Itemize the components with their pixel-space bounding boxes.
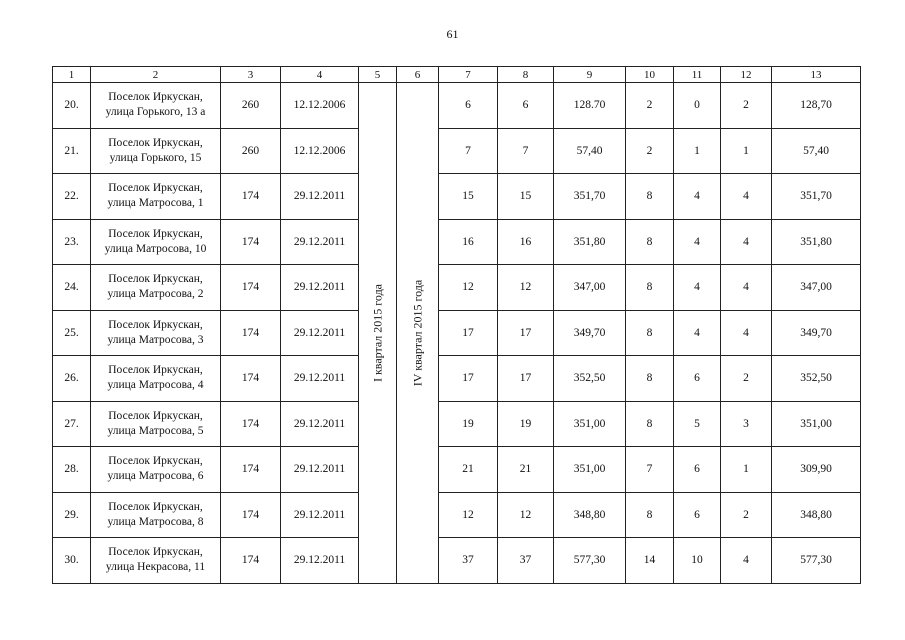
- column-header-4: 4: [281, 67, 359, 83]
- col12-cell: 4: [721, 219, 772, 265]
- col3-cell: 174: [221, 538, 281, 584]
- col11-cell: 0: [674, 83, 721, 129]
- col8-cell: 17: [498, 310, 554, 356]
- col11-cell: 6: [674, 447, 721, 493]
- table-row: [53, 447, 861, 493]
- col7-cell: 17: [439, 356, 498, 402]
- col13-cell: 309,90: [772, 447, 861, 493]
- address-cell: [91, 128, 221, 174]
- table-row: [53, 128, 861, 174]
- col3-cell: 174: [221, 310, 281, 356]
- col13-cell: 351,00: [772, 401, 861, 447]
- col9-cell: 577,30: [554, 538, 626, 584]
- row-number-cell: 24.: [53, 265, 91, 311]
- address-street: улица Некрасова, 11: [105, 561, 206, 574]
- col13-cell: 348,80: [772, 492, 861, 538]
- address-settlement: Поселок Иркускан,: [108, 546, 203, 559]
- col3-cell: 174: [221, 219, 281, 265]
- address-street: улица Матросова, 2: [107, 288, 204, 301]
- col10-cell: 8: [626, 265, 674, 311]
- date-cell: 29.12.2011: [281, 356, 359, 402]
- table-row: [53, 310, 861, 356]
- col3-cell: 174: [221, 401, 281, 447]
- address-cell: [91, 492, 221, 538]
- col3-cell: 260: [221, 83, 281, 129]
- column-header-5: 5: [359, 67, 397, 83]
- table-row: [53, 356, 861, 402]
- date-cell: 29.12.2011: [281, 538, 359, 584]
- address-cell: [91, 447, 221, 493]
- col11-cell: 5: [674, 401, 721, 447]
- col3-cell: 174: [221, 447, 281, 493]
- col11-cell: 4: [674, 310, 721, 356]
- address-street: улица Матросова, 3: [107, 333, 204, 346]
- col9-cell: 349,70: [554, 310, 626, 356]
- address-street: улица Матросова, 1: [107, 197, 204, 210]
- date-cell: 29.12.2011: [281, 492, 359, 538]
- column-header-11: 11: [674, 67, 721, 83]
- address-cell: [91, 356, 221, 402]
- address-street: улица Матросова, 10: [104, 242, 207, 255]
- col7-cell: 19: [439, 401, 498, 447]
- col10-cell: 14: [626, 538, 674, 584]
- housing-register-table: [52, 66, 861, 584]
- col7-cell: 16: [439, 219, 498, 265]
- address-cell: [91, 83, 221, 129]
- col12-cell: 2: [721, 492, 772, 538]
- table-row: [53, 219, 861, 265]
- table-row: [53, 265, 861, 311]
- address-settlement: Поселок Иркускан,: [108, 136, 203, 149]
- col3-cell: 174: [221, 356, 281, 402]
- column-header-2: 2: [91, 67, 221, 83]
- col5-merged-cell: [359, 83, 397, 584]
- col7-cell: 12: [439, 492, 498, 538]
- col11-cell: 1: [674, 128, 721, 174]
- column-header-10: 10: [626, 67, 674, 83]
- col10-cell: 7: [626, 447, 674, 493]
- column-header-3: 3: [221, 67, 281, 83]
- address-street: улица Матросова, 6: [107, 470, 204, 483]
- col13-cell: 351,80: [772, 219, 861, 265]
- address-cell: [91, 310, 221, 356]
- col9-cell: 351,70: [554, 174, 626, 220]
- address-settlement: Поселок Иркускан,: [108, 318, 203, 331]
- col3-cell: 174: [221, 265, 281, 311]
- col12-cell: 4: [721, 310, 772, 356]
- page-number: 61: [446, 27, 459, 41]
- row-number-cell: 29.: [53, 492, 91, 538]
- row-number-cell: 25.: [53, 310, 91, 356]
- col9-cell: 57,40: [554, 128, 626, 174]
- col13-cell: 577,30: [772, 538, 861, 584]
- date-cell: 29.12.2011: [281, 174, 359, 220]
- column-header-9: 9: [554, 67, 626, 83]
- col7-cell: 12: [439, 265, 498, 311]
- col8-cell: 21: [498, 447, 554, 493]
- table-body: [53, 83, 861, 584]
- col11-cell: 4: [674, 219, 721, 265]
- column-header-8: 8: [498, 67, 554, 83]
- col8-cell: 16: [498, 219, 554, 265]
- date-cell: 29.12.2011: [281, 219, 359, 265]
- col7-cell: 21: [439, 447, 498, 493]
- col3-cell: 174: [221, 492, 281, 538]
- col9-cell: 351,00: [554, 447, 626, 493]
- col6-quarter-label: IV квартал 2015 года: [410, 279, 424, 386]
- address-settlement: Поселок Иркускан,: [108, 227, 203, 240]
- col11-cell: 6: [674, 356, 721, 402]
- col13-cell: 349,70: [772, 310, 861, 356]
- address-street: улица Горького, 15: [109, 151, 202, 164]
- col10-cell: 2: [626, 128, 674, 174]
- col11-cell: 4: [674, 174, 721, 220]
- col8-cell: 17: [498, 356, 554, 402]
- table-row: [53, 538, 861, 584]
- date-cell: 29.12.2011: [281, 401, 359, 447]
- row-number-cell: 23.: [53, 219, 91, 265]
- col5-quarter-label: I квартал 2015 года: [370, 283, 384, 382]
- col12-cell: 4: [721, 174, 772, 220]
- row-number-cell: 20.: [53, 83, 91, 129]
- col9-cell: 348,80: [554, 492, 626, 538]
- date-cell: 12.12.2006: [281, 128, 359, 174]
- column-header-13: 13: [772, 67, 861, 83]
- table-row: [53, 83, 861, 129]
- col8-cell: 15: [498, 174, 554, 220]
- col13-cell: 347,00: [772, 265, 861, 311]
- col6-merged-cell: [397, 83, 439, 584]
- col10-cell: 8: [626, 219, 674, 265]
- address-cell: [91, 265, 221, 311]
- col3-cell: 174: [221, 174, 281, 220]
- date-cell: 29.12.2011: [281, 447, 359, 493]
- col13-cell: 351,70: [772, 174, 861, 220]
- row-number-cell: 22.: [53, 174, 91, 220]
- col11-cell: 6: [674, 492, 721, 538]
- col13-cell: 128,70: [772, 83, 861, 129]
- col10-cell: 8: [626, 174, 674, 220]
- col12-cell: 2: [721, 356, 772, 402]
- address-cell: [91, 401, 221, 447]
- col11-cell: 10: [674, 538, 721, 584]
- col10-cell: 8: [626, 492, 674, 538]
- date-cell: 12.12.2006: [281, 83, 359, 129]
- address-street: улица Горького, 13 а: [105, 106, 206, 119]
- address-street: улица Матросова, 5: [107, 424, 204, 437]
- column-header-1: 1: [53, 67, 91, 83]
- col7-cell: 6: [439, 83, 498, 129]
- col3-cell: 260: [221, 128, 281, 174]
- address-settlement: Поселок Иркускан,: [108, 91, 203, 104]
- col12-cell: 1: [721, 128, 772, 174]
- address-cell: [91, 174, 221, 220]
- col7-cell: 7: [439, 128, 498, 174]
- column-header-6: 6: [397, 67, 439, 83]
- col9-cell: 351,00: [554, 401, 626, 447]
- address-settlement: Поселок Иркускан,: [108, 500, 203, 513]
- col8-cell: 37: [498, 538, 554, 584]
- row-number-cell: 30.: [53, 538, 91, 584]
- col8-cell: 12: [498, 492, 554, 538]
- col12-cell: 1: [721, 447, 772, 493]
- address-settlement: Поселок Иркускан,: [108, 182, 203, 195]
- col8-cell: 19: [498, 401, 554, 447]
- col7-cell: 37: [439, 538, 498, 584]
- column-header-12: 12: [721, 67, 772, 83]
- col9-cell: 128.70: [554, 83, 626, 129]
- col10-cell: 8: [626, 310, 674, 356]
- col7-cell: 17: [439, 310, 498, 356]
- col10-cell: 8: [626, 401, 674, 447]
- table-row: [53, 174, 861, 220]
- address-cell: [91, 538, 221, 584]
- table-row: [53, 401, 861, 447]
- col12-cell: 4: [721, 265, 772, 311]
- col10-cell: 2: [626, 83, 674, 129]
- column-header-7: 7: [439, 67, 498, 83]
- row-number-cell: 28.: [53, 447, 91, 493]
- row-number-cell: 21.: [53, 128, 91, 174]
- col12-cell: 2: [721, 83, 772, 129]
- col8-cell: 12: [498, 265, 554, 311]
- col8-cell: 6: [498, 83, 554, 129]
- col11-cell: 4: [674, 265, 721, 311]
- col12-cell: 3: [721, 401, 772, 447]
- col8-cell: 7: [498, 128, 554, 174]
- address-settlement: Поселок Иркускан,: [108, 409, 203, 422]
- column-number-row: [53, 67, 861, 83]
- col9-cell: 347,00: [554, 265, 626, 311]
- table-row: [53, 492, 861, 538]
- col9-cell: 352,50: [554, 356, 626, 402]
- date-cell: 29.12.2011: [281, 310, 359, 356]
- date-cell: 29.12.2011: [281, 265, 359, 311]
- address-settlement: Поселок Иркускан,: [108, 455, 203, 468]
- address-street: улица Матросова, 8: [107, 515, 204, 528]
- address-settlement: Поселок Иркускан,: [108, 364, 203, 377]
- col7-cell: 15: [439, 174, 498, 220]
- row-number-cell: 26.: [53, 356, 91, 402]
- col9-cell: 351,80: [554, 219, 626, 265]
- col12-cell: 4: [721, 538, 772, 584]
- address-cell: [91, 219, 221, 265]
- address-settlement: Поселок Иркускан,: [108, 273, 203, 286]
- address-street: улица Матросова, 4: [107, 379, 204, 392]
- col13-cell: 57,40: [772, 128, 861, 174]
- col13-cell: 352,50: [772, 356, 861, 402]
- row-number-cell: 27.: [53, 401, 91, 447]
- col10-cell: 8: [626, 356, 674, 402]
